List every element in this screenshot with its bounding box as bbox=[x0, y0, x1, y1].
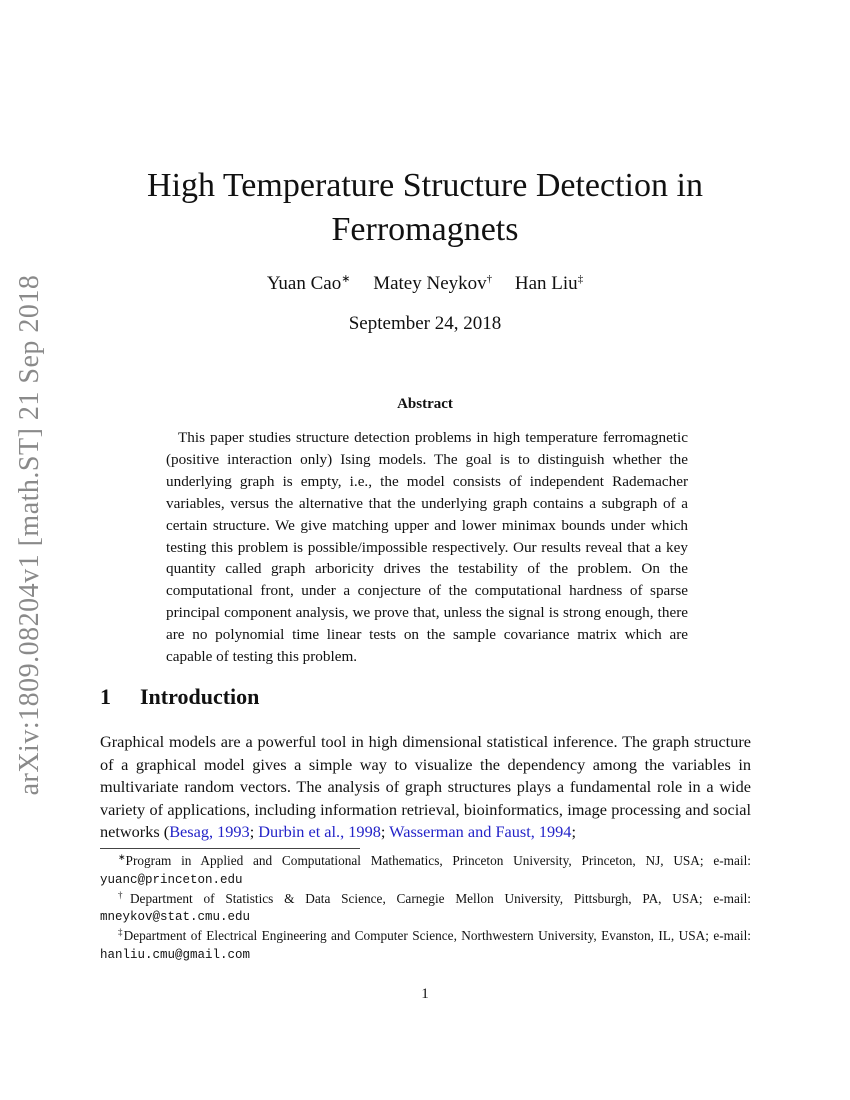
citation-separator: ; bbox=[380, 822, 390, 842]
arxiv-stamp-text: arXiv:1809.08204v1 [math.ST] 21 Sep 2018 bbox=[14, 274, 45, 796]
paragraph-text: Graphical models are a powerful tool in high dimensional statistical inference. The graph structure of a graphical model gives a simple way to visualize the dependency among the variables in multivariate random vectors. The analysis of graph structures plays a fundamental role in a wide variety of applications, including information retrieval, bioinformatics, image processing and social networks ( bbox=[100, 732, 751, 842]
citation-separator: ; bbox=[249, 822, 259, 842]
author-3 bbox=[515, 273, 583, 294]
footnote-mark: † bbox=[118, 889, 130, 900]
citation-year: 1994 bbox=[538, 822, 572, 842]
footnote-mark: ∗ bbox=[341, 273, 351, 285]
title-line-2: Ferromagnets bbox=[331, 211, 519, 248]
footnotes bbox=[100, 852, 751, 965]
citation-link[interactable]: Wasserman and Faust, 1994 bbox=[389, 822, 572, 842]
footnote-text: Department of Statistics & Data Science, Carnegie Mellon University, Pittsburgh, PA, USA; e-mail: bbox=[129, 890, 751, 906]
publication-date: September 24, 2018 bbox=[348, 313, 502, 334]
footnote-mark: ‡ bbox=[118, 927, 124, 938]
paper-title bbox=[100, 164, 750, 252]
introduction-paragraph bbox=[100, 731, 751, 844]
footnote-mark: ‡ bbox=[577, 273, 584, 285]
section-title: Introduction bbox=[140, 684, 260, 709]
citation-author: Wasserman and Faust bbox=[389, 822, 531, 842]
author-name: Yuan Cao bbox=[266, 273, 342, 294]
footnote bbox=[100, 890, 751, 928]
footnote-text: Program in Applied and Computational Mathematics, Princeton University, Princeton, NJ, USA; e-mail: bbox=[125, 853, 751, 868]
citation-separator: ; bbox=[571, 822, 576, 842]
footnote bbox=[100, 852, 751, 890]
title-line-1: High Temperature Structure Detection in bbox=[147, 167, 703, 204]
arxiv-identifier-stamp bbox=[2, 270, 58, 800]
citation-link[interactable]: Durbin et al., 1998 bbox=[258, 822, 381, 842]
abstract-text: This paper studies structure detection problems in high temperature ferromagnetic (positive interaction only) Ising models. The goal is to distinguish whether the underlying graph is empty, i.e., the model consists of independent Rademacher variables, versus the alternative that the underlying graph contains a subgraph of a certain structure. We give matching upper and lower minimax bounds under which testing this problem is possible/impossible respectively. Our results reveal that a key quantity called graph arboricity drives the testability of the problem. On the computational front, under a conjecture of the computational hardness of sparse principal component analysis, we prove that, unless the signal is strong enough, there are no polynomial time linear tests on the sample covariance matrix which are capable of testing this problem. bbox=[166, 429, 688, 666]
email-address: yuanc@princeton.edu bbox=[100, 872, 243, 887]
footnote-mark: ∗ bbox=[118, 852, 126, 862]
abstract-heading: Abstract bbox=[397, 396, 453, 412]
author-2 bbox=[373, 273, 492, 294]
page-number: 1 bbox=[421, 986, 429, 1002]
footnote-divider bbox=[100, 848, 360, 849]
email-address: hanliu.cmu@gmail.com bbox=[100, 947, 251, 962]
citation-year: 1998 bbox=[348, 822, 381, 842]
author-list bbox=[100, 273, 750, 295]
email-address: mneykov@stat.cmu.edu bbox=[100, 910, 251, 925]
footnote bbox=[100, 927, 751, 965]
author-name: Han Liu bbox=[514, 273, 578, 294]
author-1 bbox=[267, 273, 351, 294]
section-heading bbox=[100, 684, 259, 710]
citation-link[interactable]: Besag, 1993 bbox=[169, 822, 250, 842]
author-name: Matey Neykov bbox=[373, 273, 487, 294]
section-number: 1 bbox=[100, 684, 111, 709]
footnote-text: Department of Electrical Engineering and Computer Science, Northwestern University, Evanston, IL, USA; e-mail: bbox=[123, 928, 751, 944]
citation-year: 1993 bbox=[217, 822, 250, 842]
footnote-mark: † bbox=[486, 273, 493, 285]
citation-author: Durbin et al. bbox=[258, 822, 341, 842]
citation-author: Besag bbox=[169, 822, 209, 842]
